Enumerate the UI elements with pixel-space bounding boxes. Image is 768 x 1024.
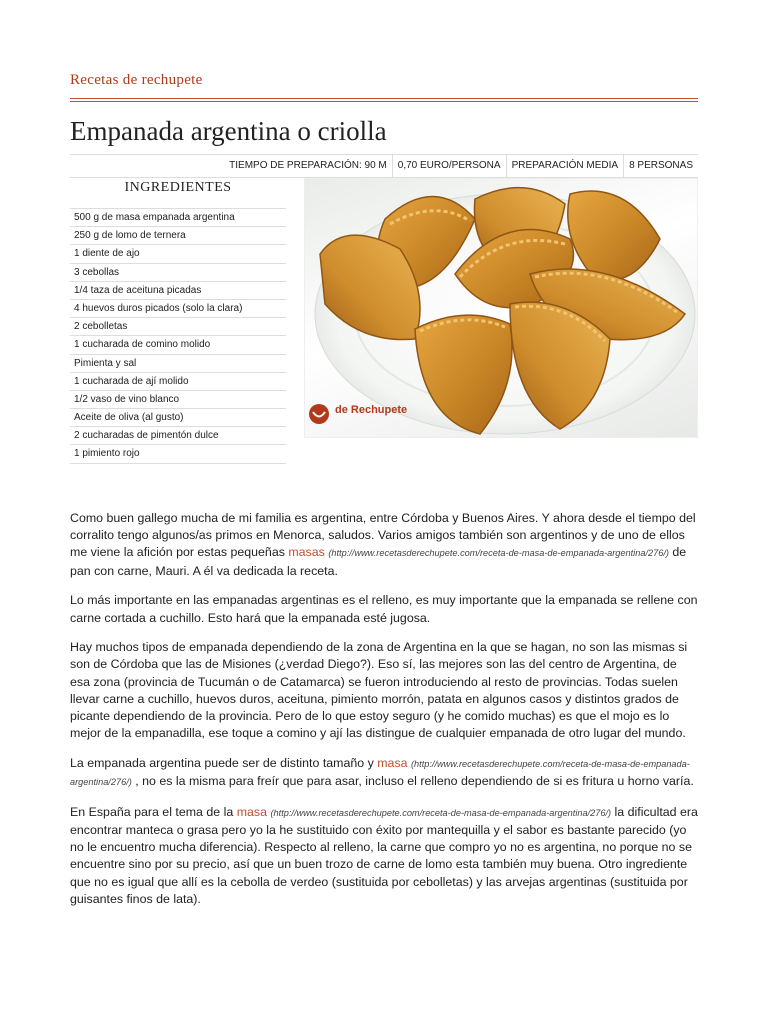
ingredient-item: 1 cucharada de comino molido xyxy=(70,336,286,354)
recipe-photo xyxy=(304,178,698,438)
link-url[interactable]: (http://www.recetasderechupete.com/receta-de-masa-de-empanada-argentina/276/) xyxy=(270,807,612,818)
paragraph-1 xyxy=(70,510,700,580)
paragraph-text: Como buen gallego mucha de mi familia es argentina, entre Córdoba y Buenos Aires. Y ahora desde el tiempo del corralito tengo algunos/as primos en Menorca, saludos. Varios amigos también son argentinos y de uno de ellos me viene la afición por estas pequeñas xyxy=(70,511,696,560)
ingredients-list xyxy=(70,208,286,464)
ingredient-item: 2 cucharadas de pimentón dulce xyxy=(70,427,286,445)
ingredient-item: 1 cucharada de ají molido xyxy=(70,373,286,391)
ingredient-item: 1 pimiento rojo xyxy=(70,445,286,463)
ingredient-item: 1/4 taza de aceituna picadas xyxy=(70,282,286,300)
ingredient-item: 1/2 vaso de vino blanco xyxy=(70,391,286,409)
paragraph-text: La empanada argentina puede ser de distinto tamaño y xyxy=(70,755,378,770)
ingredient-item: 250 g de lomo de ternera xyxy=(70,227,286,245)
photo-watermark: de Rechupete xyxy=(335,404,408,416)
paragraph-text: de pan con carne, Mauri. A él va dedicada la receta. xyxy=(70,545,687,578)
paragraph-3: Hay muchos tipos de empanada dependiendo de la zona de Argentina en la que se hagan, no son las mismas si son de Córdoba que las de Misiones (¿verdad Diego?). Eso sí, las mejores son las del centro de Argentina, de esa zona (provincia de Tucumán o de Catamarca) se fueron introduciendo al resto de provincias. Todas suelen llevar carne a cuchillo, huevos duros, aceituna, pimiento morrón, patata en algunos casos y distintos grados de picante dependiendo de la provincia. Pero de lo que estoy seguro (y he comido muchas) es que el mojo es lo mejor de la empanadilla, ese toque a comino y ají las distingue de cualquier empanada de otro lugar del mundo. xyxy=(70,640,688,741)
recipe-title: Empanada argentina o criolla xyxy=(70,116,387,146)
link-masa[interactable]: masa xyxy=(236,804,268,819)
ingredient-item: 2 cebolletas xyxy=(70,318,286,336)
paragraph-text: , no es la misma para freír que para asar, incluso el relleno dependiendo de si es fritura u horno varía. xyxy=(131,774,694,789)
site-title[interactable]: Recetas de rechupete xyxy=(70,72,203,88)
recipe-meta-bar xyxy=(70,154,698,178)
paragraph-text: En España para el tema de la xyxy=(70,804,237,819)
meta-prep-time: TIEMPO DE PREPARACIÓN: 90 M xyxy=(229,160,387,171)
article-body xyxy=(70,510,700,921)
link-masa[interactable]: masa xyxy=(377,755,408,770)
meta-cost: 0,70 EURO/PERSONA xyxy=(392,155,506,177)
empanadas-illustration xyxy=(305,179,698,438)
link-url[interactable]: (http://www.recetasderechupete.com/receta-de-masa-de-empanada-argentina/276/) xyxy=(328,548,669,559)
ingredient-item: 500 g de masa empanada argentina xyxy=(70,209,286,227)
logo-mark xyxy=(309,404,329,424)
ingredient-item: 3 cebollas xyxy=(70,264,286,282)
paragraph-5 xyxy=(70,804,700,908)
paragraph-4 xyxy=(70,755,700,791)
ingredient-item: Aceite de oliva (al gusto) xyxy=(70,409,286,427)
header-rule xyxy=(70,98,698,99)
paragraph-text: la dificultad era encontrar manteca o grasa pero yo la he sustituido con éxito por mantequilla y el sabor es bastante parecido (yo no le encuentro mucha diferencia). Respecto al relleno, la carne que compro yo no es argentina, no porque no se encuentre sino por su precio, así que un buen trozo de carne de lomo esta también muy buena. Otro ingrediente que no es igual que allí es la cebolla de verdeo (sustituida por cebolletas) y las arvejas argentinas (sustituida por guisantes finos de lata). xyxy=(70,804,698,906)
ingredient-item: Pimienta y sal xyxy=(70,355,286,373)
paragraph-2: Lo más importante en las empanadas argentinas es el relleno, es muy importante que la empanada se rellene con carne cortada a cuchillo. Esto hará que la empanada esté jugosa. xyxy=(70,593,698,625)
header-rule-secondary xyxy=(70,101,698,102)
ingredient-item: 1 diente de ajo xyxy=(70,245,286,263)
link-url[interactable]: (http://www.recetasderechupete.com/receta-de-masa-de-empanada-argentina/276/) xyxy=(70,758,690,788)
ingredients-heading: INGREDIENTES xyxy=(124,180,232,195)
link-masas[interactable]: masas xyxy=(288,545,325,560)
meta-difficulty: PREPARACIÓN MEDIA xyxy=(506,155,624,177)
meta-servings: 8 PERSONAS xyxy=(623,155,698,177)
ingredient-item: 4 huevos duros picados (solo la clara) xyxy=(70,300,286,318)
